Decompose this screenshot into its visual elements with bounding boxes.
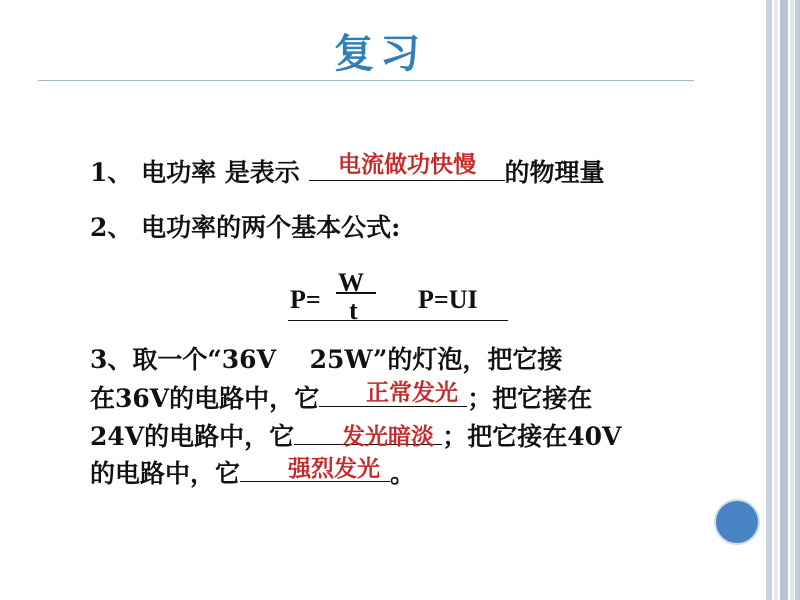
- question-3-line-4-suffix: 。: [390, 459, 416, 488]
- question-3-line-2-prefix: 在36V的电路中，它: [90, 384, 320, 413]
- fraction-bar: [336, 292, 376, 294]
- fraction-numerator: W: [338, 268, 364, 297]
- question-1-suffix: 的物理量: [504, 158, 605, 187]
- answer-text: 发光暗淡: [342, 424, 434, 450]
- decorative-circle: [714, 499, 760, 545]
- decor-stripe: [766, 0, 772, 600]
- title-divider: [38, 80, 694, 81]
- formula-p-equals: P=: [290, 285, 321, 314]
- question-3-line-2: [90, 382, 592, 414]
- question-3-line-1: 3、取一个“36V 25W”的灯泡，把它接: [90, 345, 563, 374]
- question-1-prefix: 1、 电功率 是表示: [90, 158, 309, 187]
- decor-stripe: [790, 0, 794, 600]
- slide-title: 复习: [334, 31, 426, 77]
- question-2: 2、 电功率的两个基本公式:: [90, 213, 401, 242]
- question-3-line-2-suffix: ；把它接在: [467, 384, 593, 413]
- answer-text: 正常发光: [366, 380, 458, 406]
- answer-text: 电流做功快慢: [338, 152, 476, 178]
- formula-power-ui: P=UI: [418, 285, 478, 314]
- answer-text: 强烈发光: [288, 456, 380, 482]
- formula-underline: [288, 320, 508, 321]
- question-3-line-3-prefix: 24V的电路中，它: [90, 422, 295, 451]
- fraction-denominator: t: [349, 296, 358, 325]
- decor-stripe: [795, 0, 800, 600]
- question-3-line-3-suffix: ；把它接在40V: [442, 422, 622, 451]
- formula-power-time: [290, 285, 321, 315]
- question-3-line-4-prefix: 的电路中，它: [90, 459, 241, 488]
- decor-stripe: [780, 0, 788, 600]
- decor-stripe: [774, 0, 778, 600]
